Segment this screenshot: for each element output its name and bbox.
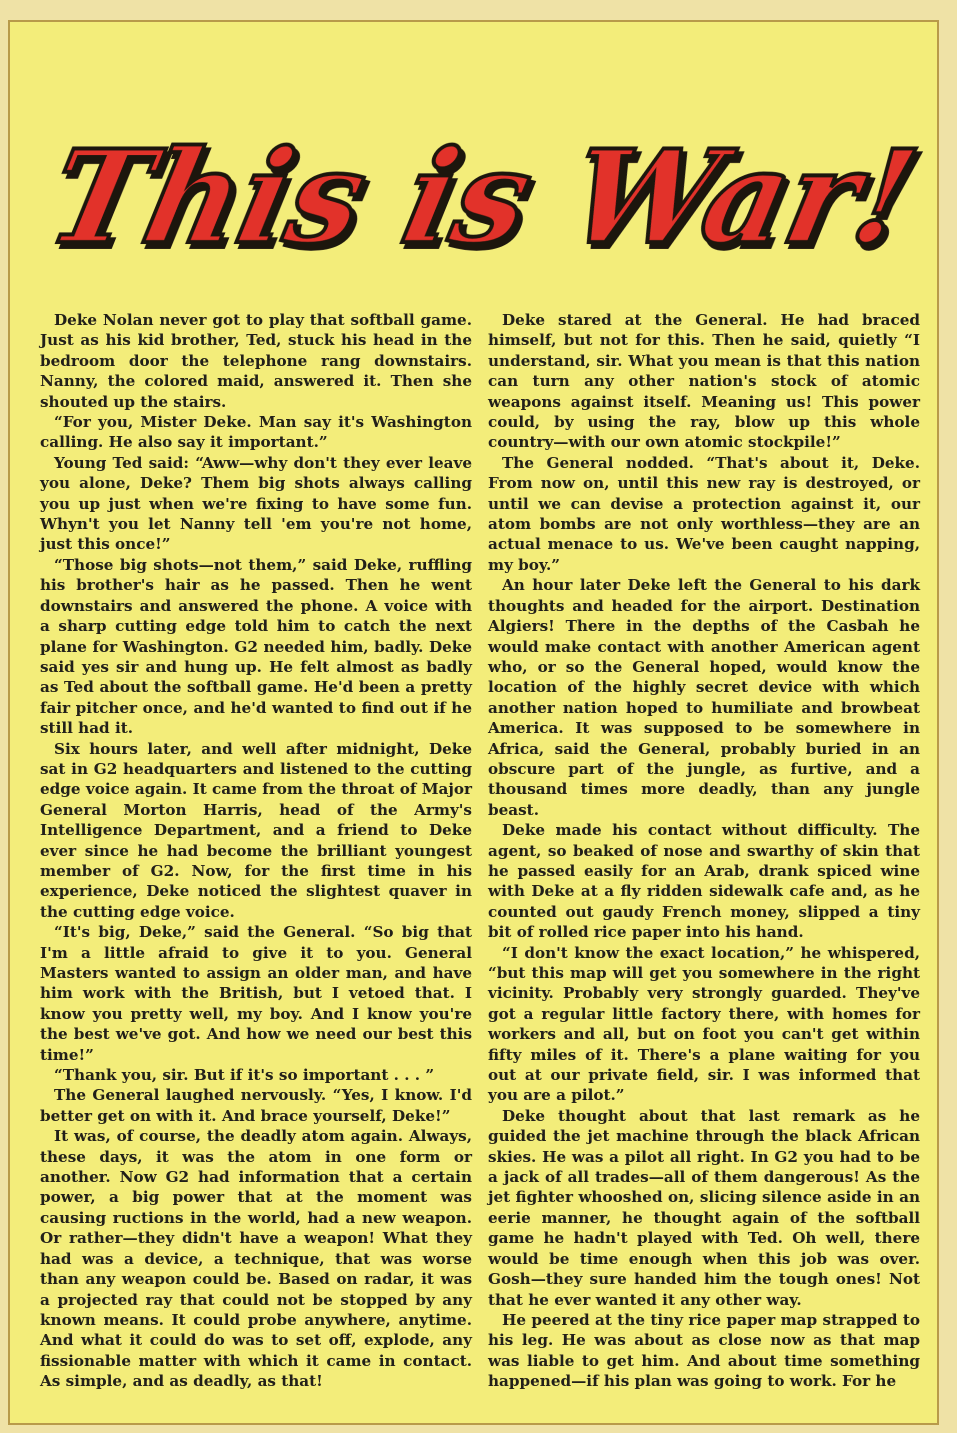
paragraph: “Thank you, sir. But if it's so important . . . ” (54, 1066, 435, 1085)
title-text: This is War! (36, 121, 929, 273)
paragraph: An hour later Deke left the General to his dark thoughts and headed for the airport. Destination Algiers! There in the depths of the Casbah he would make contact with another American agent who, or so the General hoped, would know the location of the highly secret device with which another nation hoped to humiliate and browbeat America. It was supposed to be somewhere in Africa, said the General, probably buried in an obscure part of the jungle, as furtive, and a thousand times more deadly, than any jungle beast. (488, 576, 920, 819)
paragraph: “Those big shots—not them,” said Deke, ruffling his brother's hair as he passed. Then he went downstairs and answered the phone. A voice with a sharp cutting edge told him to catch the next plane for Washington. G2 needed him, badly. Deke said yes sir and hung up. He felt almost as badly as Ted about the softball game. He'd been a pretty fair pitcher once, and he'd wanted to find out if he still had it. (40, 555, 472, 738)
paragraph: Young Ted said: “Aww—why don't they ever leave you alone, Deke? Them big shots always calling you up just when we're fixing to have some fun. Whyn't you let Nanny tell 'em you're not home, just this once!” (40, 453, 472, 554)
paragraph: Six hours later, and well after midnight, Deke sat in G2 headquarters and listened to the cutting edge voice again. It came from the throat of Major General Morton Harris, head of the Army's Intelligence Department, and a friend to Deke ever since he had become the brilliant youngest member of G2. Now, for the first time in his experience, Deke noticed the slightest quaver in the cutting edge voice. (40, 739, 472, 921)
paragraph: The General laughed nervously. “Yes, I know. I'd better get on with it. And brace yourself, Deke!” (40, 1086, 472, 1125)
paragraph: Deke Nolan never got to play that softball game. Just as his kid brother, Ted, stuck his head in the bedroom door the telephone rang downstairs. Nanny, the colored maid, answered it. Then she shouted up the stairs. (40, 311, 472, 411)
title-lettering (10, 22, 937, 302)
paragraph: Deke thought about that last remark as he guided the jet machine through the black African skies. He was a pilot all right. In G2 you had to be a jack of all trades—all of them dangerous! As the jet fighter whooshed on, slicing silence aside in an eerie manner, he thought again of the softball game he hadn't played with Ted. Oh well, there would be time enough when this job was over. Gosh—they sure handed him the tough ones! Not that he ever wanted it any other way. (488, 1106, 920, 1309)
left-column (40, 310, 472, 1392)
story-title (10, 22, 937, 302)
paragraph: “I don't know the exact location,” he whispered, “but this map will get you somewhere in the right vicinity. Probably very strongly guarded. They've got a regular little factory there, with homes for workers and all, but on foot you can't get within fifty miles of it. There's a plane waiting for you out at our private field, sir. I was informed that you are a pilot.” (488, 943, 920, 1105)
paragraph: Deke stared at the General. He had braced himself, but not for this. Then he said, quietly “I understand, sir. What you mean is that this nation can turn any other nation's stock of atomic weapons against itself. Meaning us! This power could, by using the ray, blow up this whole country—with our own atomic stockpile!” (488, 311, 920, 452)
paragraph: It was, of course, the deadly atom again. Always, these days, it was the atom in one form or another. Now G2 had information that a certain power, a big power that at the moment was causing ructions in the world, had a new weapon. Or rather—they didn't have a weapon! What they had was a device, a technique, that was worse than any weapon could be. Based on radar, it was a projected ray that could not be stopped by any known means. It could probe anywhere, anytime. And what it could do was to set off, explode, any fissionable matter with which it came in contact. As simple, and as deadly, as that! (40, 1127, 472, 1391)
story-panel (8, 20, 939, 1425)
paragraph: He peered at the tiny rice paper map strapped to his leg. He was about as close now as that map was liable to get him. And about time something happened—if his plan was going to work. For he (488, 1310, 920, 1391)
paragraph: Deke made his contact without difficulty. The agent, so beaked of nose and swarthy of skin that he passed easily for an Arab, drank spiced wine with Deke at a fly ridden sidewalk cafe and, as he counted out gaudy French money, slipped a tiny bit of rolled rice paper into his hand. (488, 821, 920, 942)
paragraph: “It's big, Deke,” said the General. “So big that I'm a little afraid to give it to you. General Masters wanted to assign an older man, and have him work with the British, but I vetoed that. I know you pretty well, my boy. And I know you're the best we've got. And how we need our best this time!” (40, 923, 472, 1064)
paragraph: The General nodded. “That's about it, Deke. From now on, until this new ray is destroyed, or until we can devise a protection against it, our atom bombs are not only worthless—they are an actual menace to us. We've been caught napping, my boy.” (488, 453, 920, 574)
right-column (488, 310, 920, 1392)
paragraph: “For you, Mister Deke. Man say it's Washington calling. He also say it important.” (40, 413, 472, 452)
